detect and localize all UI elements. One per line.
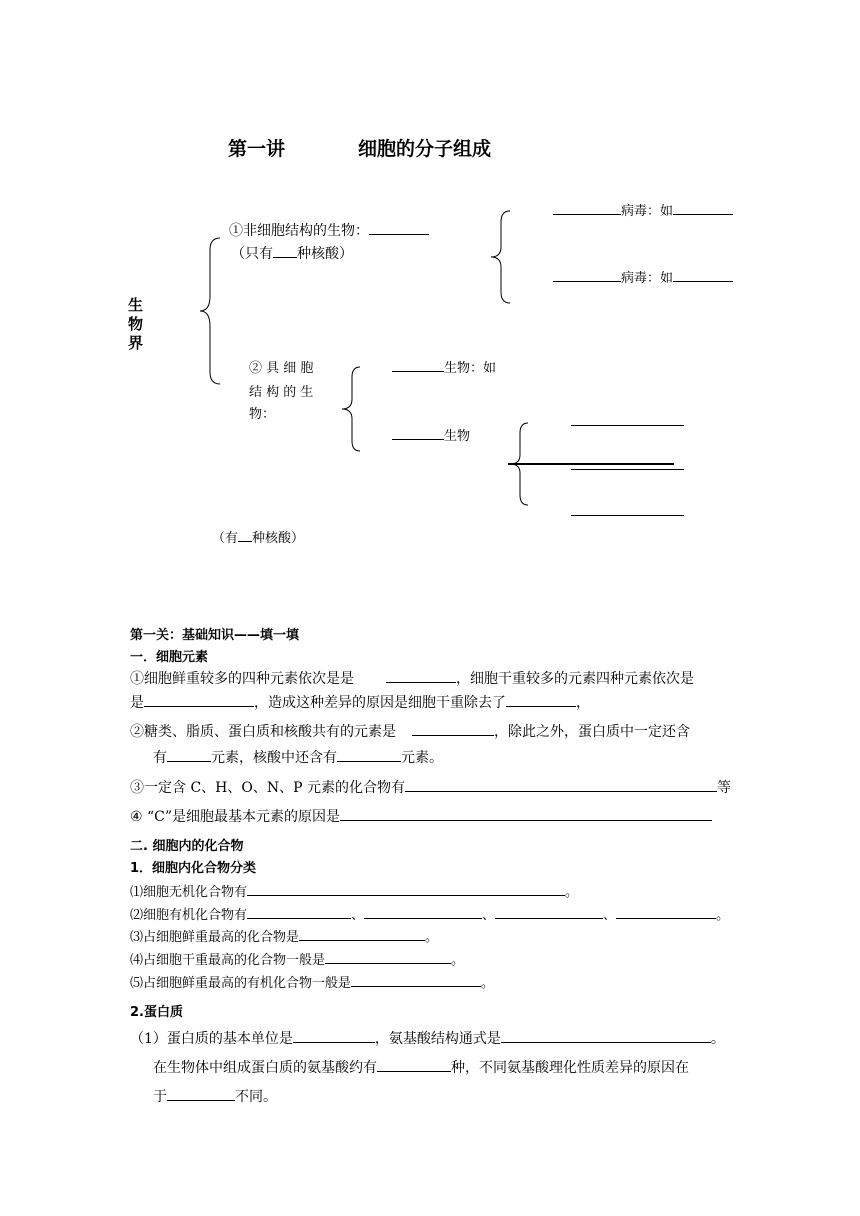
cellular-label-line2: 结 构 的 生 xyxy=(249,385,314,400)
cellular-brace xyxy=(340,366,364,452)
virus-brace xyxy=(488,210,514,305)
question-2-line2: 有 元素，核酸中还含有 元素。 xyxy=(153,750,443,766)
heading-protein: 2.蛋白质 xyxy=(130,1005,183,1020)
blank-line xyxy=(571,425,684,426)
blank-line xyxy=(571,515,684,516)
type-b-brace xyxy=(508,422,534,508)
section-heading: 第一关：基础知识——填一填 xyxy=(130,628,300,643)
heading-compound-classification: 1．细胞内化合物分类 xyxy=(130,861,257,876)
question-1-line2: 是 ，造成这种差异的原因是细胞干重除去了 ， xyxy=(130,695,590,711)
root-brace xyxy=(198,236,228,386)
root-label: 生物界 xyxy=(128,296,144,352)
protein-q1: （1）蛋白质的基本单位是 ，氨基酸结构通式是 。 xyxy=(130,1031,725,1047)
title-part1: 第一讲 xyxy=(228,138,286,160)
virus-type-a: 病毒：如 xyxy=(553,200,733,219)
heading-cell-elements: 一．细胞元素 xyxy=(130,650,209,665)
cellular-label-line1: ② 具 细 胞 xyxy=(249,361,314,376)
protein-q3: 于 不同。 xyxy=(153,1089,277,1105)
nucleic-acid-note: （有 种核酸） xyxy=(212,527,304,546)
compound-q4: ⑷占细胞干重最高的化合物一般是 。 xyxy=(130,949,464,968)
virus-type-b: 病毒：如 xyxy=(553,267,733,286)
question-1-line1: ①细胞鲜重较多的四种元素依次是是 ，细胞干重较多的元素四种元素依次是 xyxy=(130,671,694,687)
compound-q5: ⑸占细胞鲜重最高的有机化合物一般是 。 xyxy=(130,972,494,991)
question-4: ④ “C”是细胞最基本元素的原因是 xyxy=(130,806,712,826)
title-part2: 细胞的分子组成 xyxy=(358,138,492,160)
non-cellular-note: （只有 种核酸） xyxy=(231,246,353,262)
cellular-label-line3: 物： xyxy=(249,407,276,422)
heading-compounds: 二. 细胞内的化合物 xyxy=(130,839,244,854)
cell-type-b: 生物 xyxy=(392,425,470,444)
compound-q2: ⑵细胞有机化合物有 、 、 、 。 xyxy=(130,904,729,923)
protein-q2: 在生物体中组成蛋白质的氨基酸约有 种，不同氨基酸理化性质差异的原因在 xyxy=(153,1060,689,1076)
compound-q1: ⑴细胞无机化合物有 。 xyxy=(130,881,578,900)
compound-q3: ⑶占细胞鲜重最高的化合物是 。 xyxy=(130,926,438,945)
question-3: ③一定含 C、H、O、N、P 元素的化合物有 等 xyxy=(130,780,731,796)
blank-line xyxy=(571,469,684,470)
cell-type-a: 生物：如 xyxy=(392,357,496,376)
question-2-line1: ②糖类、脂质、蛋白质和核酸共有的元素是 ，除此之外，蛋白质中一定还含 xyxy=(130,724,690,740)
blank-line xyxy=(508,463,674,465)
non-cellular-label: ①非细胞结构的生物： xyxy=(229,220,429,240)
